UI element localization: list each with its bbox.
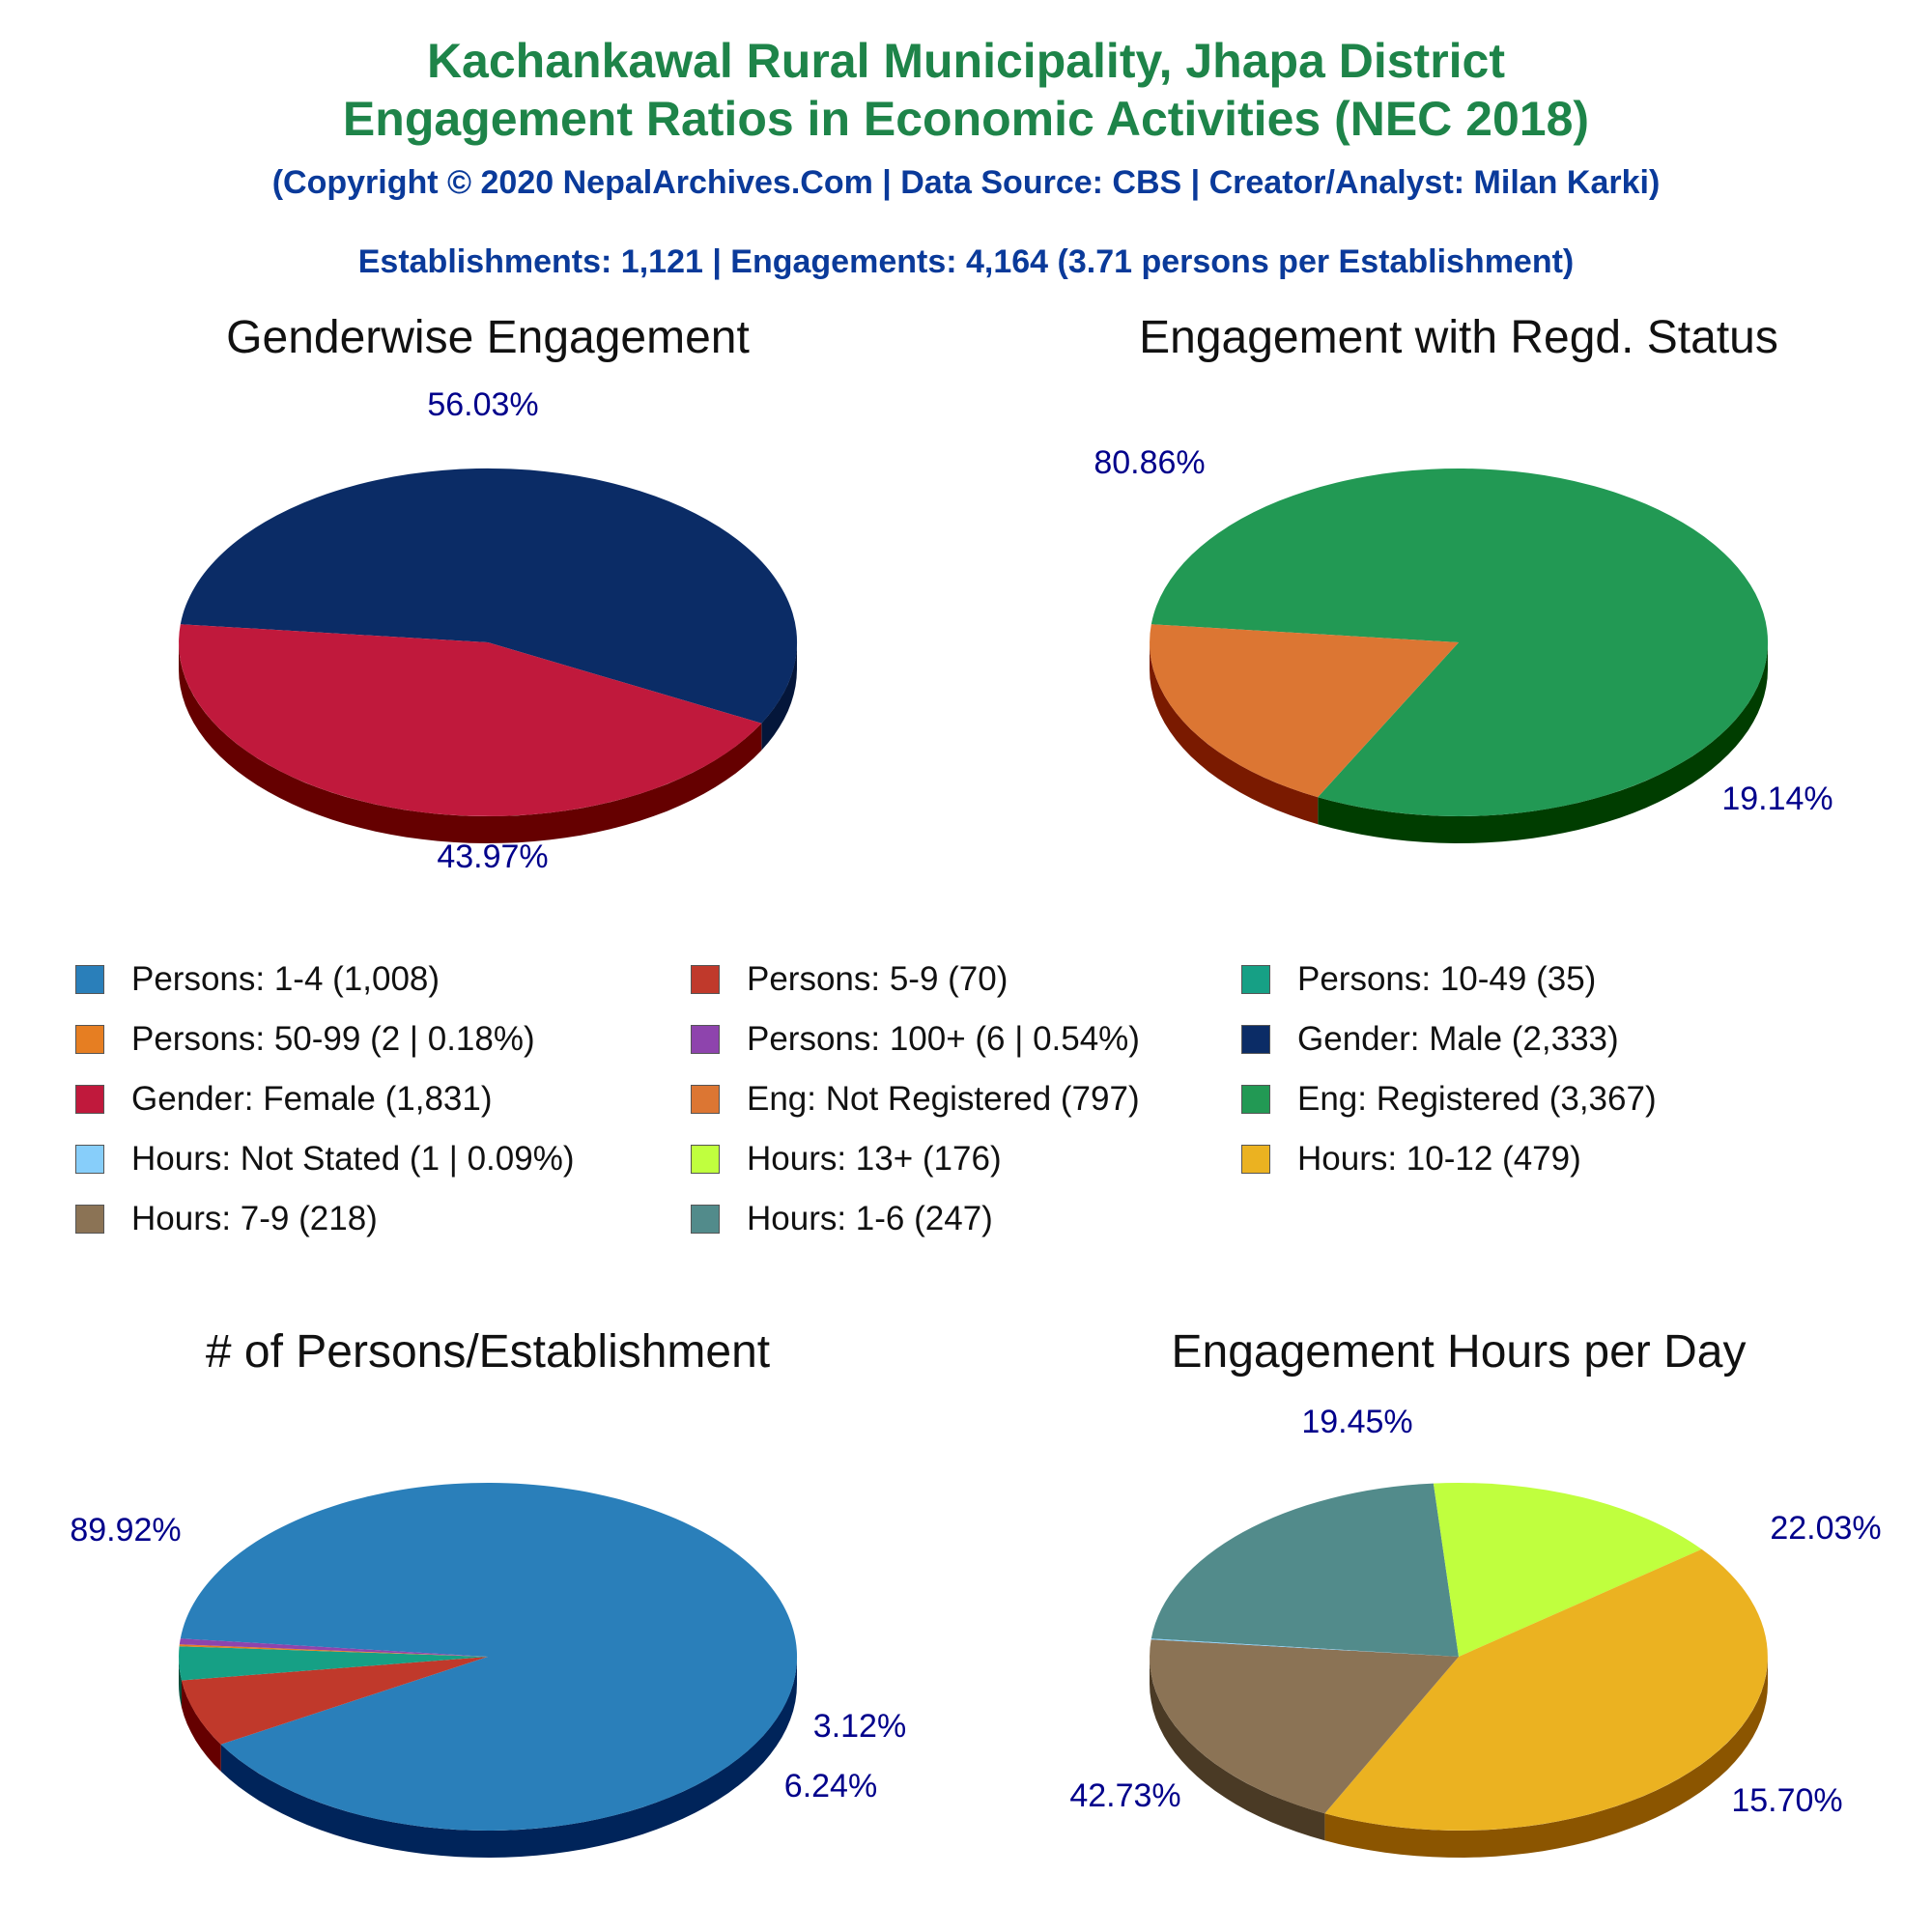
legend-swatch — [1241, 1025, 1270, 1054]
legend-label: Persons: 5-9 (70) — [747, 960, 1009, 998]
legend-swatch — [1241, 1085, 1270, 1114]
slice-percent-label: 15.70% — [1731, 1782, 1843, 1819]
legend-label: Persons: 1-4 (1,008) — [131, 960, 440, 998]
chart-title-line2: Engagement Ratios in Economic Activities (NEC 2018) — [342, 92, 1590, 146]
slice-percent-label: 80.86% — [1094, 444, 1206, 481]
legend-item — [1241, 1078, 1657, 1121]
legend-swatch — [75, 1025, 104, 1054]
legend-swatch — [75, 1205, 104, 1234]
slice-percent-label: 19.45% — [1301, 1404, 1413, 1440]
pie-title: # of Persons/Establishment — [205, 1326, 771, 1378]
legend-item — [691, 1018, 1140, 1061]
legend-swatch — [1241, 965, 1270, 994]
legend-label: Gender: Male (2,333) — [1297, 1020, 1619, 1058]
legend-swatch — [691, 1145, 720, 1174]
legend-label: Hours: 1-6 (247) — [747, 1200, 993, 1237]
pie-chart-of-persons-establishment — [70, 1326, 906, 1858]
legend-swatch — [75, 965, 104, 994]
slice-percent-label: 6.24% — [783, 1768, 878, 1804]
legend-item — [691, 1138, 1002, 1180]
legend-label: Hours: 13+ (176) — [747, 1140, 1002, 1178]
legend-label: Persons: 50-99 (2 | 0.18%) — [131, 1020, 535, 1058]
legend-label: Hours: 10-12 (479) — [1297, 1140, 1581, 1178]
slice-percent-label: 3.12% — [812, 1708, 907, 1745]
pie-chart-engagement-hours-per-day — [1069, 1326, 1881, 1858]
legend-item — [691, 1078, 1140, 1121]
slice-percent-label: 19.14% — [1721, 781, 1833, 817]
legend-item — [75, 1138, 574, 1180]
legend-label: Eng: Not Registered (797) — [747, 1080, 1140, 1118]
pie-title: Engagement with Regd. Status — [1139, 312, 1778, 363]
pie-chart-genderwise-engagement — [179, 312, 797, 875]
pie-chart-engagement-with-regd-status — [1094, 312, 1833, 843]
legend-label: Hours: 7-9 (218) — [131, 1200, 378, 1237]
legend-label: Gender: Female (1,831) — [131, 1080, 493, 1118]
legend-item — [75, 1078, 493, 1121]
legend-item — [1241, 1018, 1619, 1061]
slice-percent-label: 89.92% — [70, 1512, 182, 1548]
legend-item — [75, 958, 440, 1001]
slice-percent-label: 43.97% — [437, 838, 549, 875]
pie-title: Genderwise Engagement — [226, 312, 750, 363]
legend-swatch — [691, 1205, 720, 1234]
slice-percent-label: 42.73% — [1069, 1777, 1181, 1814]
slice-percent-label: 22.03% — [1770, 1510, 1882, 1547]
legend-label: Persons: 100+ (6 | 0.54%) — [747, 1020, 1140, 1058]
legend-item — [1241, 1138, 1581, 1180]
slice-percent-label: 56.03% — [427, 386, 539, 423]
copyright-line: (Copyright © 2020 NepalArchives.Com | Data Source: CBS | Creator/Analyst: Milan Karki) — [271, 164, 1661, 201]
legend-swatch — [691, 965, 720, 994]
legend-swatch — [691, 1085, 720, 1114]
legend-label: Hours: Not Stated (1 | 0.09%) — [131, 1140, 575, 1178]
legend-item — [75, 1198, 378, 1240]
legend-item — [75, 1018, 535, 1061]
summary-line: Establishments: 1,121 | Engagements: 4,164 (3.71 persons per Establishment) — [357, 243, 1575, 280]
legend-swatch — [691, 1025, 720, 1054]
legend-swatch — [1241, 1145, 1270, 1174]
pie-slice-hours-1-6 — [1151, 1484, 1459, 1657]
legend-swatch — [75, 1085, 104, 1114]
chart-title-line1: Kachankawal Rural Municipality, Jhapa District — [426, 34, 1506, 88]
legend-item — [1241, 958, 1596, 1001]
pie-title: Engagement Hours per Day — [1171, 1326, 1747, 1378]
legend-label: Persons: 10-49 (35) — [1297, 960, 1597, 998]
legend-label: Eng: Registered (3,367) — [1297, 1080, 1657, 1118]
legend-swatch — [75, 1145, 104, 1174]
legend-item — [691, 958, 1008, 1001]
legend-item — [691, 1198, 993, 1240]
